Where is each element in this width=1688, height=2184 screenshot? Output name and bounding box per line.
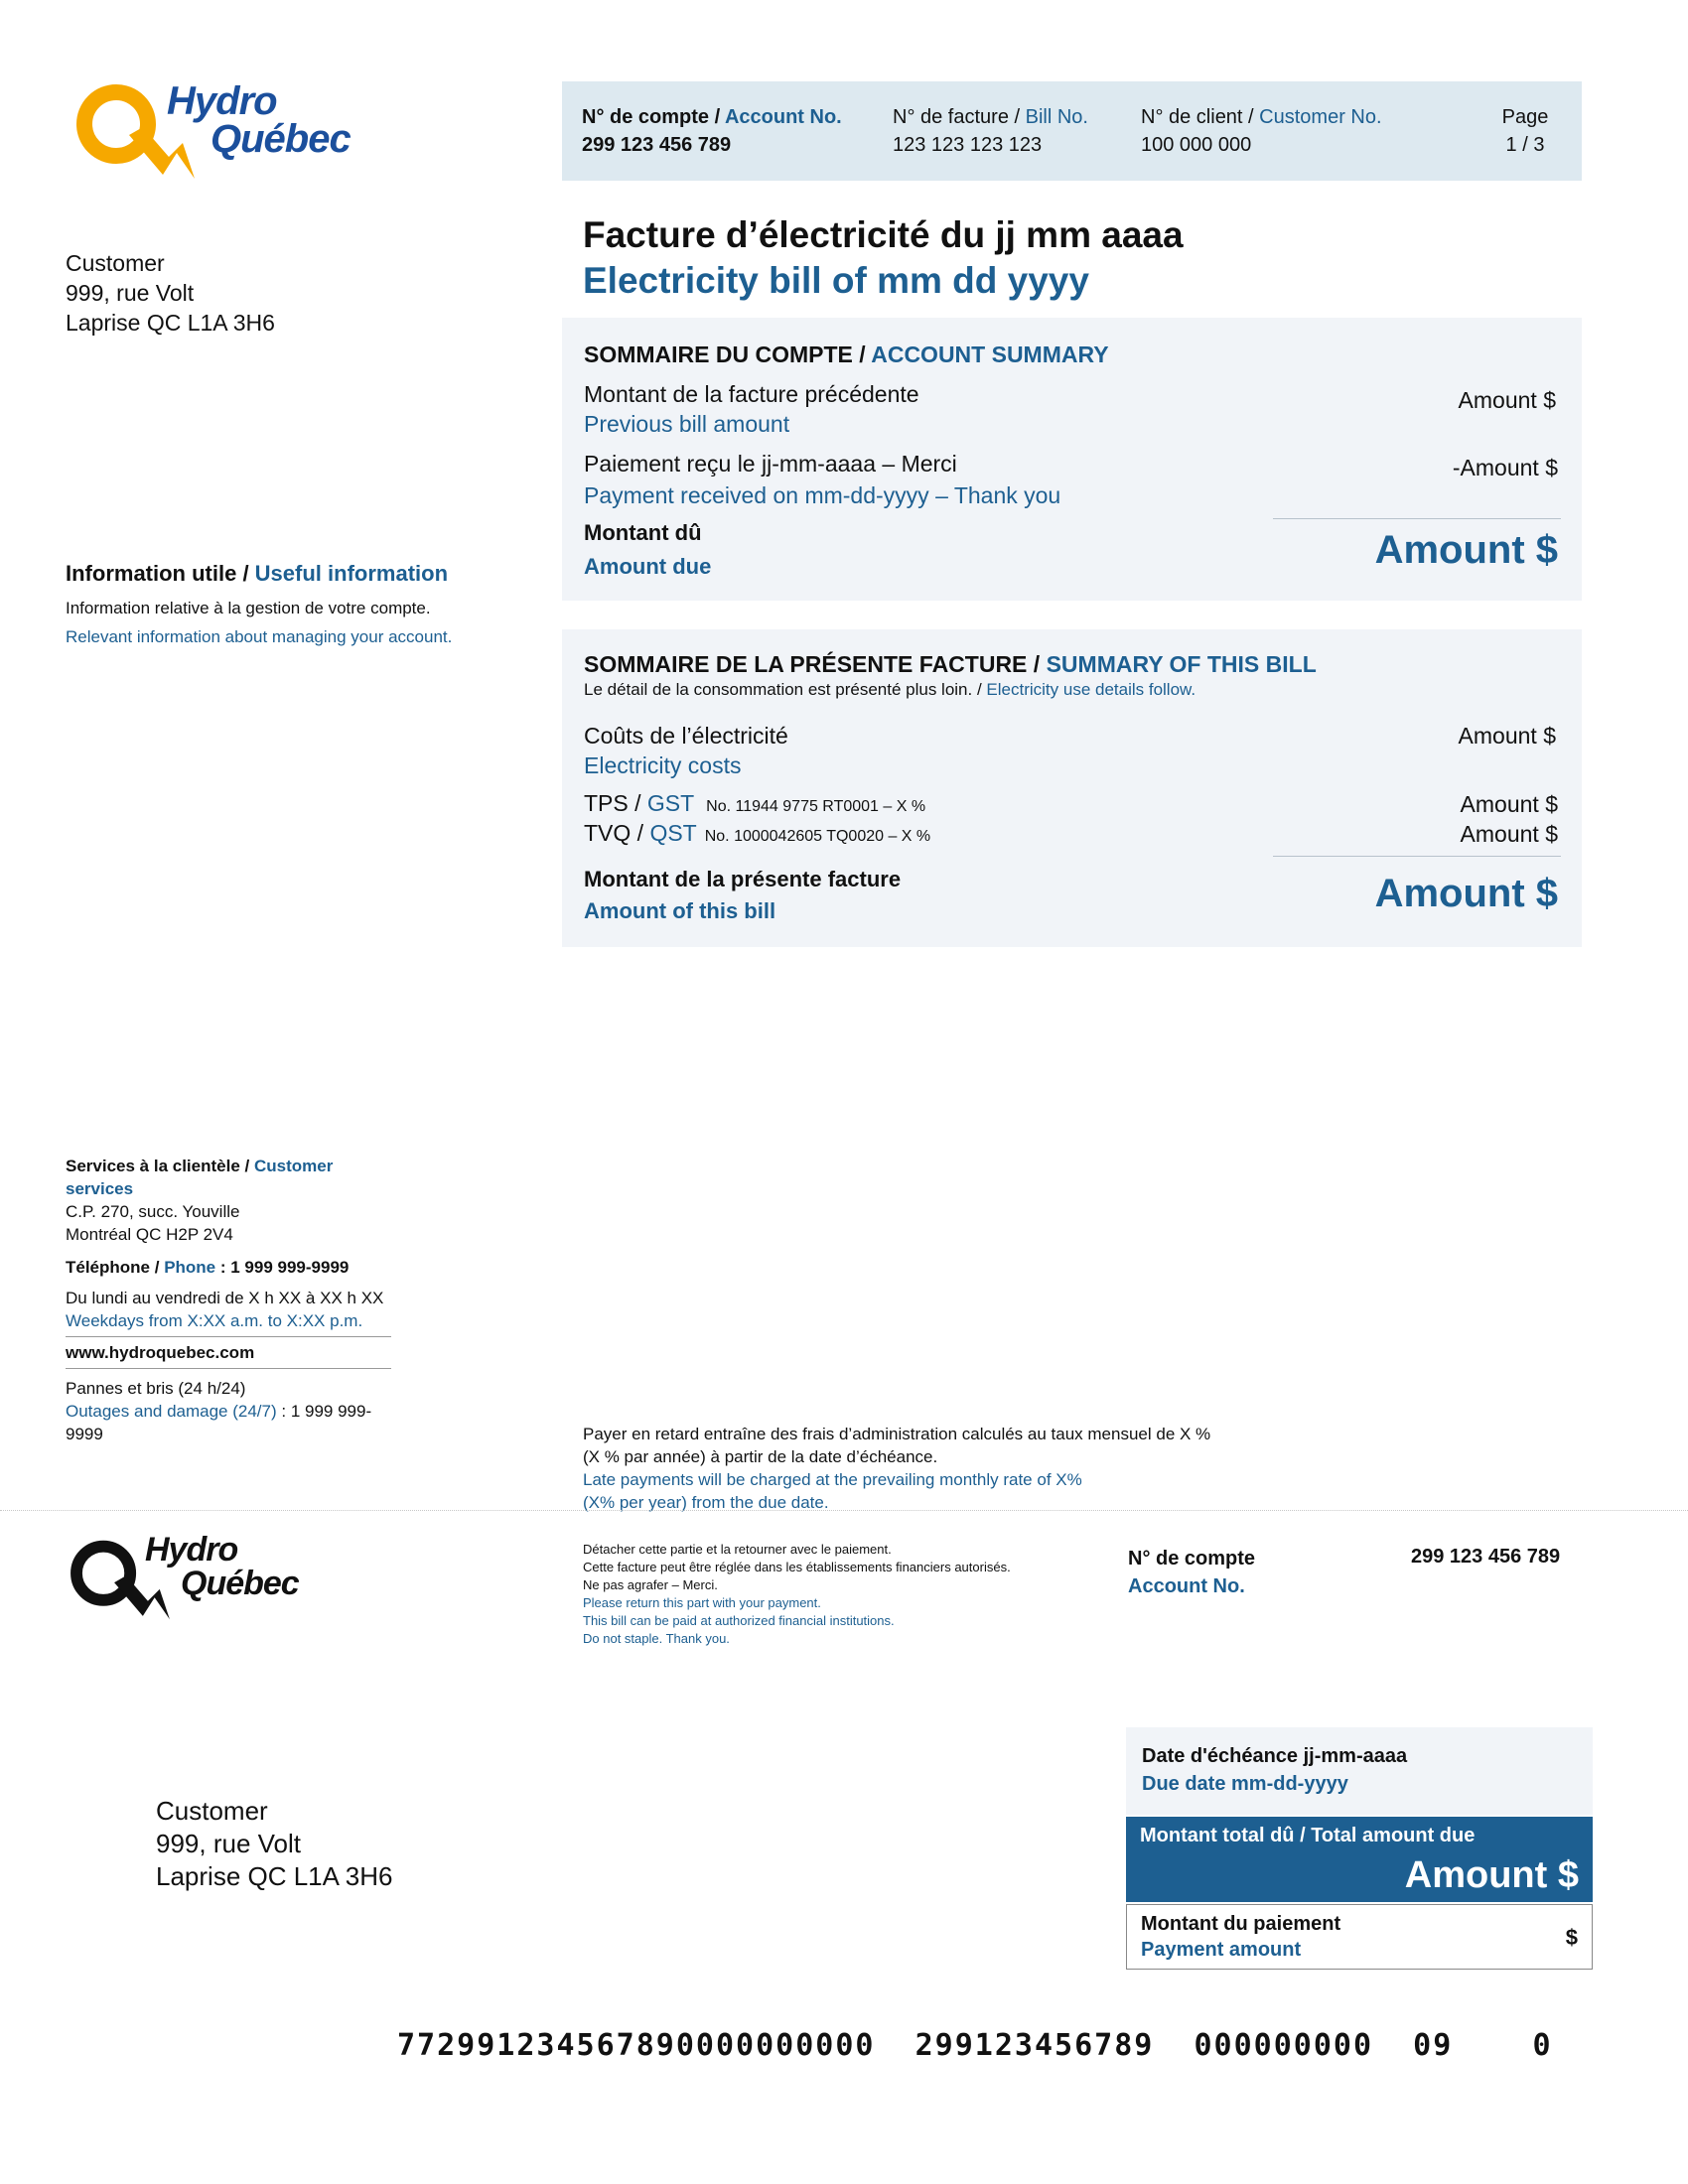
total-due-label: Montant total dû / Total amount due [1140,1825,1476,1846]
useful-heading: Information utile / Useful information [66,561,449,586]
stub-instructions: Détacher cette partie et la retourner avec le paiement. Cette facture peut être réglée dans les établissements financiers autorisés. Ne pas agrafer – Merci. Please return this part with your payment. This bill can be paid at authorized financial institutions. Do not staple. Thank you. [583,1542,1011,1646]
late-payment-notice [583,1423,1210,1514]
page-label: Page [1501,106,1549,128]
total-due-amount: Amount $ [1404,1854,1579,1896]
outage-label-fr: Pannes et bris (24 h/24) [66,1379,246,1398]
payment-amount-en: Payment amount [1141,1939,1302,1961]
page-number: 1 / 3 [1505,134,1545,156]
electricity-costs-amount: Amount $ [1458,723,1556,749]
total-due-box [1126,1817,1593,1902]
amount-due-value: Amount $ [1374,528,1558,572]
hydro-quebec-logo [71,79,379,179]
stub-account-label: N° de compte Account No. [1128,1548,1256,1597]
payment-amount-box[interactable] [1126,1904,1593,1970]
payment-amount-fr: Montant du paiement [1141,1913,1341,1935]
payment-received-label: Paiement reçu le jj-mm-aaaa – Merci Payment received on mm-dd-yyyy – Thank you [584,451,1061,508]
bill-total-label: Montant de la présente facture Amount of this bill [584,867,902,923]
useful-text-fr: Information relative à la gestion de votre compte. [66,599,431,617]
account-number: 299 123 456 789 [582,134,732,156]
customer-street: 999, rue Volt [66,280,195,306]
bill-label-fr: N° de facture / [893,106,1026,128]
account-summary-heading: SOMMAIRE DU COMPTE / ACCOUNT SUMMARY [584,341,1109,367]
late-fr-2: (X % par année) à partir de la date d’échéance. [583,1447,938,1466]
header-bar [562,81,1582,181]
customer-number: 100 000 000 [1141,134,1252,156]
customer-city: Laprise QC L1A 3H6 [66,310,275,336]
bill-summary-divider [1273,856,1561,857]
bill-number: 123 123 123 123 [893,134,1043,156]
stub-logo-word-hydro: Hydro [145,1531,238,1569]
due-date-fr: Date d'échéance jj-mm-aaaa [1142,1745,1408,1767]
useful-text-en: Relevant information about managing your account. [66,627,453,646]
micr-code-line: 772991234567890000000000 299123456789 000000000 09 0 [397,2028,1553,2063]
qst-label: TVQ / QST No. 1000042605 TQ0020 – X % [584,820,931,846]
detach-line [0,1510,1688,1511]
late-en-2: (X% per year) from the due date. [583,1493,829,1512]
stub-logo-word-quebec: Québec [181,1565,299,1602]
payment-received-amount: -Amount $ [1452,455,1558,480]
bill-title-fr: Facture d’électricité du jj mm aaaa [583,214,1184,255]
services-heading: Services à la clientèle / Customer services [66,1157,334,1198]
services-hours-en: Weekdays from X:XX a.m. to X:XX p.m. [66,1311,363,1330]
services-phone: Téléphone / Phone : 1 999 999-9999 [66,1258,350,1277]
previous-bill-amount: Amount $ [1458,387,1556,413]
customer-label-en: Customer No. [1259,106,1382,128]
bill-label-en: Bill No. [1025,106,1088,128]
payment-amount-symbol: $ [1565,1925,1578,1950]
customer-services [66,1155,393,1445]
amount-due-label: Montant dû Amount due [584,520,712,579]
customer-name: Customer [66,250,165,276]
previous-bill-label: Montant de la facture précédente Previous bill amount [584,381,919,437]
logo-word-hydro: Hydro [167,79,277,123]
account-label-fr: N° de compte / [582,106,725,128]
stub-logo [66,1533,334,1622]
bill-title [583,212,1184,304]
stub-customer-address: Customer 999, rue Volt Laprise QC L1A 3H6 [156,1796,393,1891]
outage-line: Outages and damage (24/7) : 1 999 999-9999 [66,1402,372,1443]
account-summary-box [562,318,1582,601]
services-address-2: Montréal QC H2P 2V4 [66,1225,233,1244]
bill-title-en: Electricity bill of mm dd yyyy [583,260,1089,301]
website-link[interactable]: www.hydroquebec.com [66,1343,255,1362]
account-label-en: Account No. [724,106,842,128]
bill-total-value: Amount $ [1374,872,1558,915]
services-address-1: C.P. 270, succ. Youville [66,1202,240,1221]
gst-amount: Amount $ [1460,791,1558,817]
services-hours-fr: Du lundi au vendredi de X h XX à XX h XX [66,1289,384,1307]
due-date-en: Due date mm-dd-yyyy [1142,1773,1348,1795]
bill-summary-subheading: Le détail de la consommation est présenté plus loin. / Electricity use details follow. [584,680,1196,699]
late-fr-1: Payer en retard entraîne des frais d’administration calculés au taux mensuel de X % [583,1425,1211,1443]
due-date-box [1126,1727,1593,1815]
customer-label-fr: N° de client / [1141,106,1260,128]
late-en-1: Late payments will be charged at the prevailing monthly rate of X% [583,1470,1082,1489]
useful-information [66,558,452,651]
stub-account-number: 299 123 456 789 [1411,1546,1561,1568]
bill-summary-heading: SOMMAIRE DE LA PRÉSENTE FACTURE / SUMMARY OF THIS BILL [584,651,1317,677]
electricity-costs-label: Coûts de l’électricité Electricity costs [584,723,788,778]
bill-summary-box [562,629,1582,947]
logo-word-quebec: Québec [211,117,351,161]
gst-label: TPS / GST No. 11944 9775 RT0001 – X % [584,790,926,816]
account-summary-divider [1273,518,1561,519]
customer-address [66,248,275,338]
qst-amount: Amount $ [1460,821,1558,847]
